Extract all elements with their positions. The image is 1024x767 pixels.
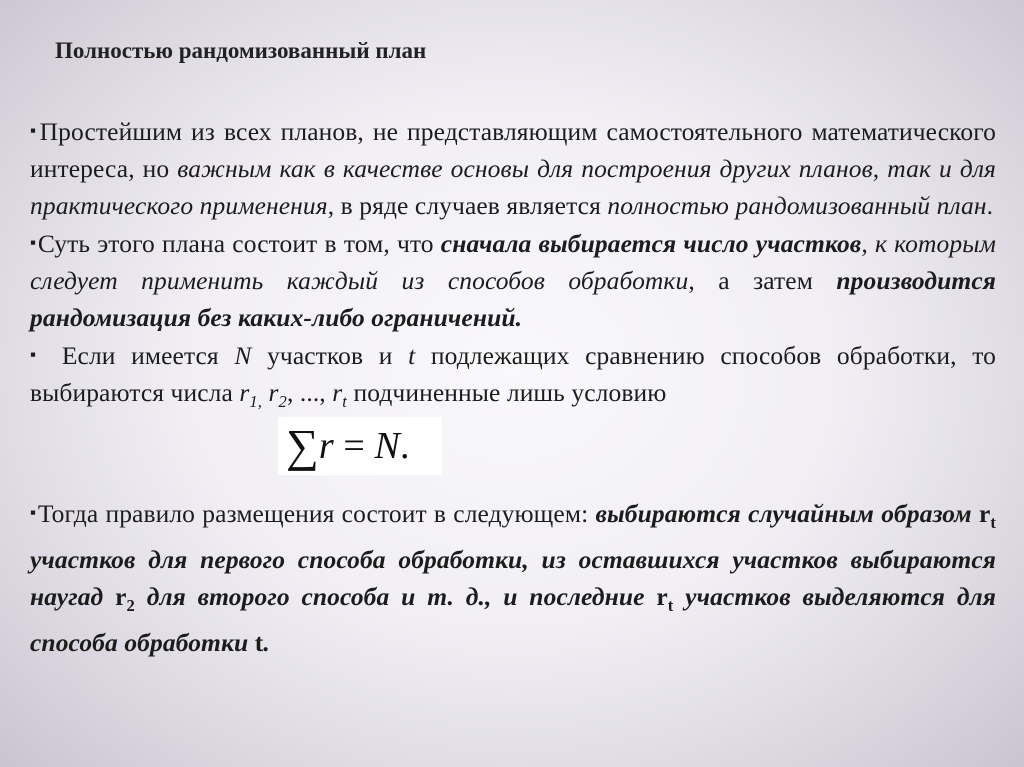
paragraph-2	[30, 224, 996, 336]
period: .	[399, 425, 410, 468]
text-bold-italic: для второго способа и т. д., и последние	[134, 582, 657, 612]
text-italic: важным как в качестве основы для построения других планов, так и для практического применения	[30, 154, 996, 220]
text: подчиненные лишь условию	[347, 378, 667, 407]
text-bold-italic: производится рандомизация без каких-либо ограничений.	[30, 266, 996, 332]
paragraph-3	[30, 336, 996, 420]
bullet-icon: ▪	[30, 233, 37, 252]
text: , а затем	[688, 266, 837, 295]
slide-title: Полностью рандомизованный план	[55, 38, 427, 63]
text-bold-italic: .	[263, 628, 270, 658]
subscript: 1,	[249, 392, 263, 412]
bullet-icon: ▪	[30, 503, 37, 523]
bullet-icon: ▪	[30, 121, 39, 140]
sigma-symbol: ∑	[286, 420, 319, 472]
slide-body	[30, 112, 996, 661]
text: Простейшим из всех планов, не представляющим самостоятельного математического интереса, но	[30, 117, 996, 183]
variable-N: N	[234, 341, 252, 370]
text-bold-italic: участков выделяются для способа обработки	[30, 582, 996, 658]
subscript: t	[990, 513, 996, 533]
variable-r: r	[239, 378, 250, 407]
variable-r: r	[318, 425, 334, 468]
subscript: t	[342, 392, 347, 412]
text-italic: , к которым следует применить каждый из способов обработки	[30, 229, 996, 295]
formula-row	[30, 420, 996, 494]
text-bold-italic: сначала выбирается число участков	[440, 229, 862, 258]
variable-r: r	[656, 582, 668, 612]
text: , ...,	[286, 378, 333, 407]
text: , в ряде случаев является	[327, 191, 608, 220]
subscript: 2	[126, 596, 135, 616]
variable-r: r	[268, 378, 279, 407]
text-bold-italic: участков для первого способа обработки, из оставшихся участков выбираются наугад	[30, 545, 996, 612]
variable-t: t	[254, 628, 264, 658]
equals-sign: =	[333, 425, 375, 468]
text: Суть этого плана состоит в том, что	[37, 229, 441, 258]
variable-r: r	[978, 499, 991, 529]
variable-r: r	[332, 378, 343, 407]
text: Если имеется	[46, 341, 235, 370]
variable-N: N	[374, 425, 400, 468]
variable-t: t	[408, 341, 416, 370]
paragraph-1	[30, 112, 996, 224]
text: подлежащих сравнению способов обработки, то выбираются числа	[30, 341, 996, 407]
text-italic: полностью рандомизованный план	[607, 191, 987, 220]
subscript: 2	[278, 392, 287, 412]
subscript: t	[667, 596, 674, 616]
text-bold-italic: выбираются случайным образом	[595, 499, 979, 529]
text: .	[986, 191, 994, 220]
bullet-icon: ▪	[30, 345, 46, 364]
text: участков и	[251, 341, 409, 370]
text: Тогда правило размещения состоит в следующем:	[37, 499, 596, 529]
paragraph-4	[30, 494, 996, 661]
variable-r: r	[115, 582, 127, 612]
sum-formula-image	[278, 417, 442, 475]
